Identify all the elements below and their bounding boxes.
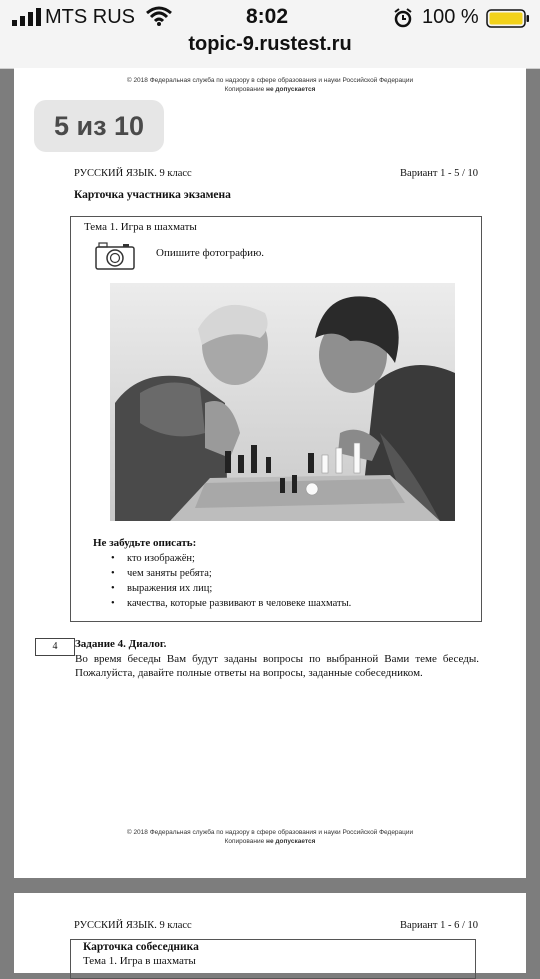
- document-page-next: [14, 893, 526, 973]
- card-title: Карточка участника экзамена: [74, 189, 231, 201]
- task-text: Во время беседы Вам будут заданы вопросы по выбранной Вами теме беседы. Пожалуйста, давайте полные ответы на вопросы, заданные собеседником.: [75, 653, 479, 679]
- address-bar-url[interactable]: topic-9.rustest.ru: [188, 33, 352, 55]
- copy-notice-bold: не допускается: [266, 838, 316, 845]
- list-item: • чем заняты ребята;: [111, 566, 351, 581]
- list-item: • кто изображён;: [111, 551, 351, 566]
- copy-notice: [14, 85, 526, 94]
- copy-notice-text: Копирование: [224, 86, 267, 93]
- browser-header: [0, 0, 540, 69]
- page-copyright-header: [14, 76, 526, 94]
- page-indicator: 5 из 10: [34, 100, 164, 152]
- copyright-line: © 2018 Федеральная служба по надзору в сфере образования и науки Российской Федерации: [126, 829, 414, 836]
- document-page: [14, 68, 526, 878]
- battery-icon: [486, 9, 530, 28]
- camera-icon: [95, 241, 135, 271]
- variant-header: Вариант 1 - 6 / 10: [400, 920, 478, 931]
- copy-notice-bold: не допускается: [266, 86, 316, 93]
- interlocutor-card: [70, 939, 476, 979]
- signal-icon: [12, 8, 42, 26]
- subject-header: РУССКИЙ ЯЗЫК. 9 класс: [74, 168, 192, 179]
- theme-title: Тема 1. Игра в шахматы: [84, 221, 197, 233]
- status-bar: [0, 0, 540, 34]
- list-item: • качества, которые развивают в человеке шахматы.: [111, 596, 351, 611]
- copy-notice-text: Копирование: [224, 838, 267, 845]
- copy-notice: [14, 837, 526, 846]
- battery-percent: 100 %: [422, 6, 479, 28]
- status-time: 8:02: [246, 5, 289, 28]
- alarm-icon: [393, 8, 413, 28]
- reminder-title: Не забудьте описать:: [93, 537, 197, 549]
- task-card: [70, 216, 482, 622]
- wifi-icon: [146, 6, 172, 26]
- task-title: Задание 4. Диалог.: [75, 638, 167, 650]
- theme-title: Тема 1. Игра в шахматы: [83, 955, 196, 967]
- reminder-list: [111, 551, 351, 611]
- page-copyright-footer: [14, 828, 526, 846]
- chess-photo: [110, 283, 455, 521]
- subject-header: РУССКИЙ ЯЗЫК. 9 класс: [74, 920, 192, 931]
- instruction-text: Опишите фотографию.: [156, 247, 265, 259]
- card-title: Карточка собеседника: [83, 941, 199, 953]
- variant-header: Вариант 1 - 5 / 10: [400, 168, 478, 179]
- carrier-name: MTS RUS: [45, 6, 135, 28]
- list-item: • выражения их лиц;: [111, 581, 351, 596]
- copyright-line: © 2018 Федеральная служба по надзору в сфере образования и науки Российской Федерации: [126, 77, 414, 84]
- task-number-box: 4: [35, 638, 75, 656]
